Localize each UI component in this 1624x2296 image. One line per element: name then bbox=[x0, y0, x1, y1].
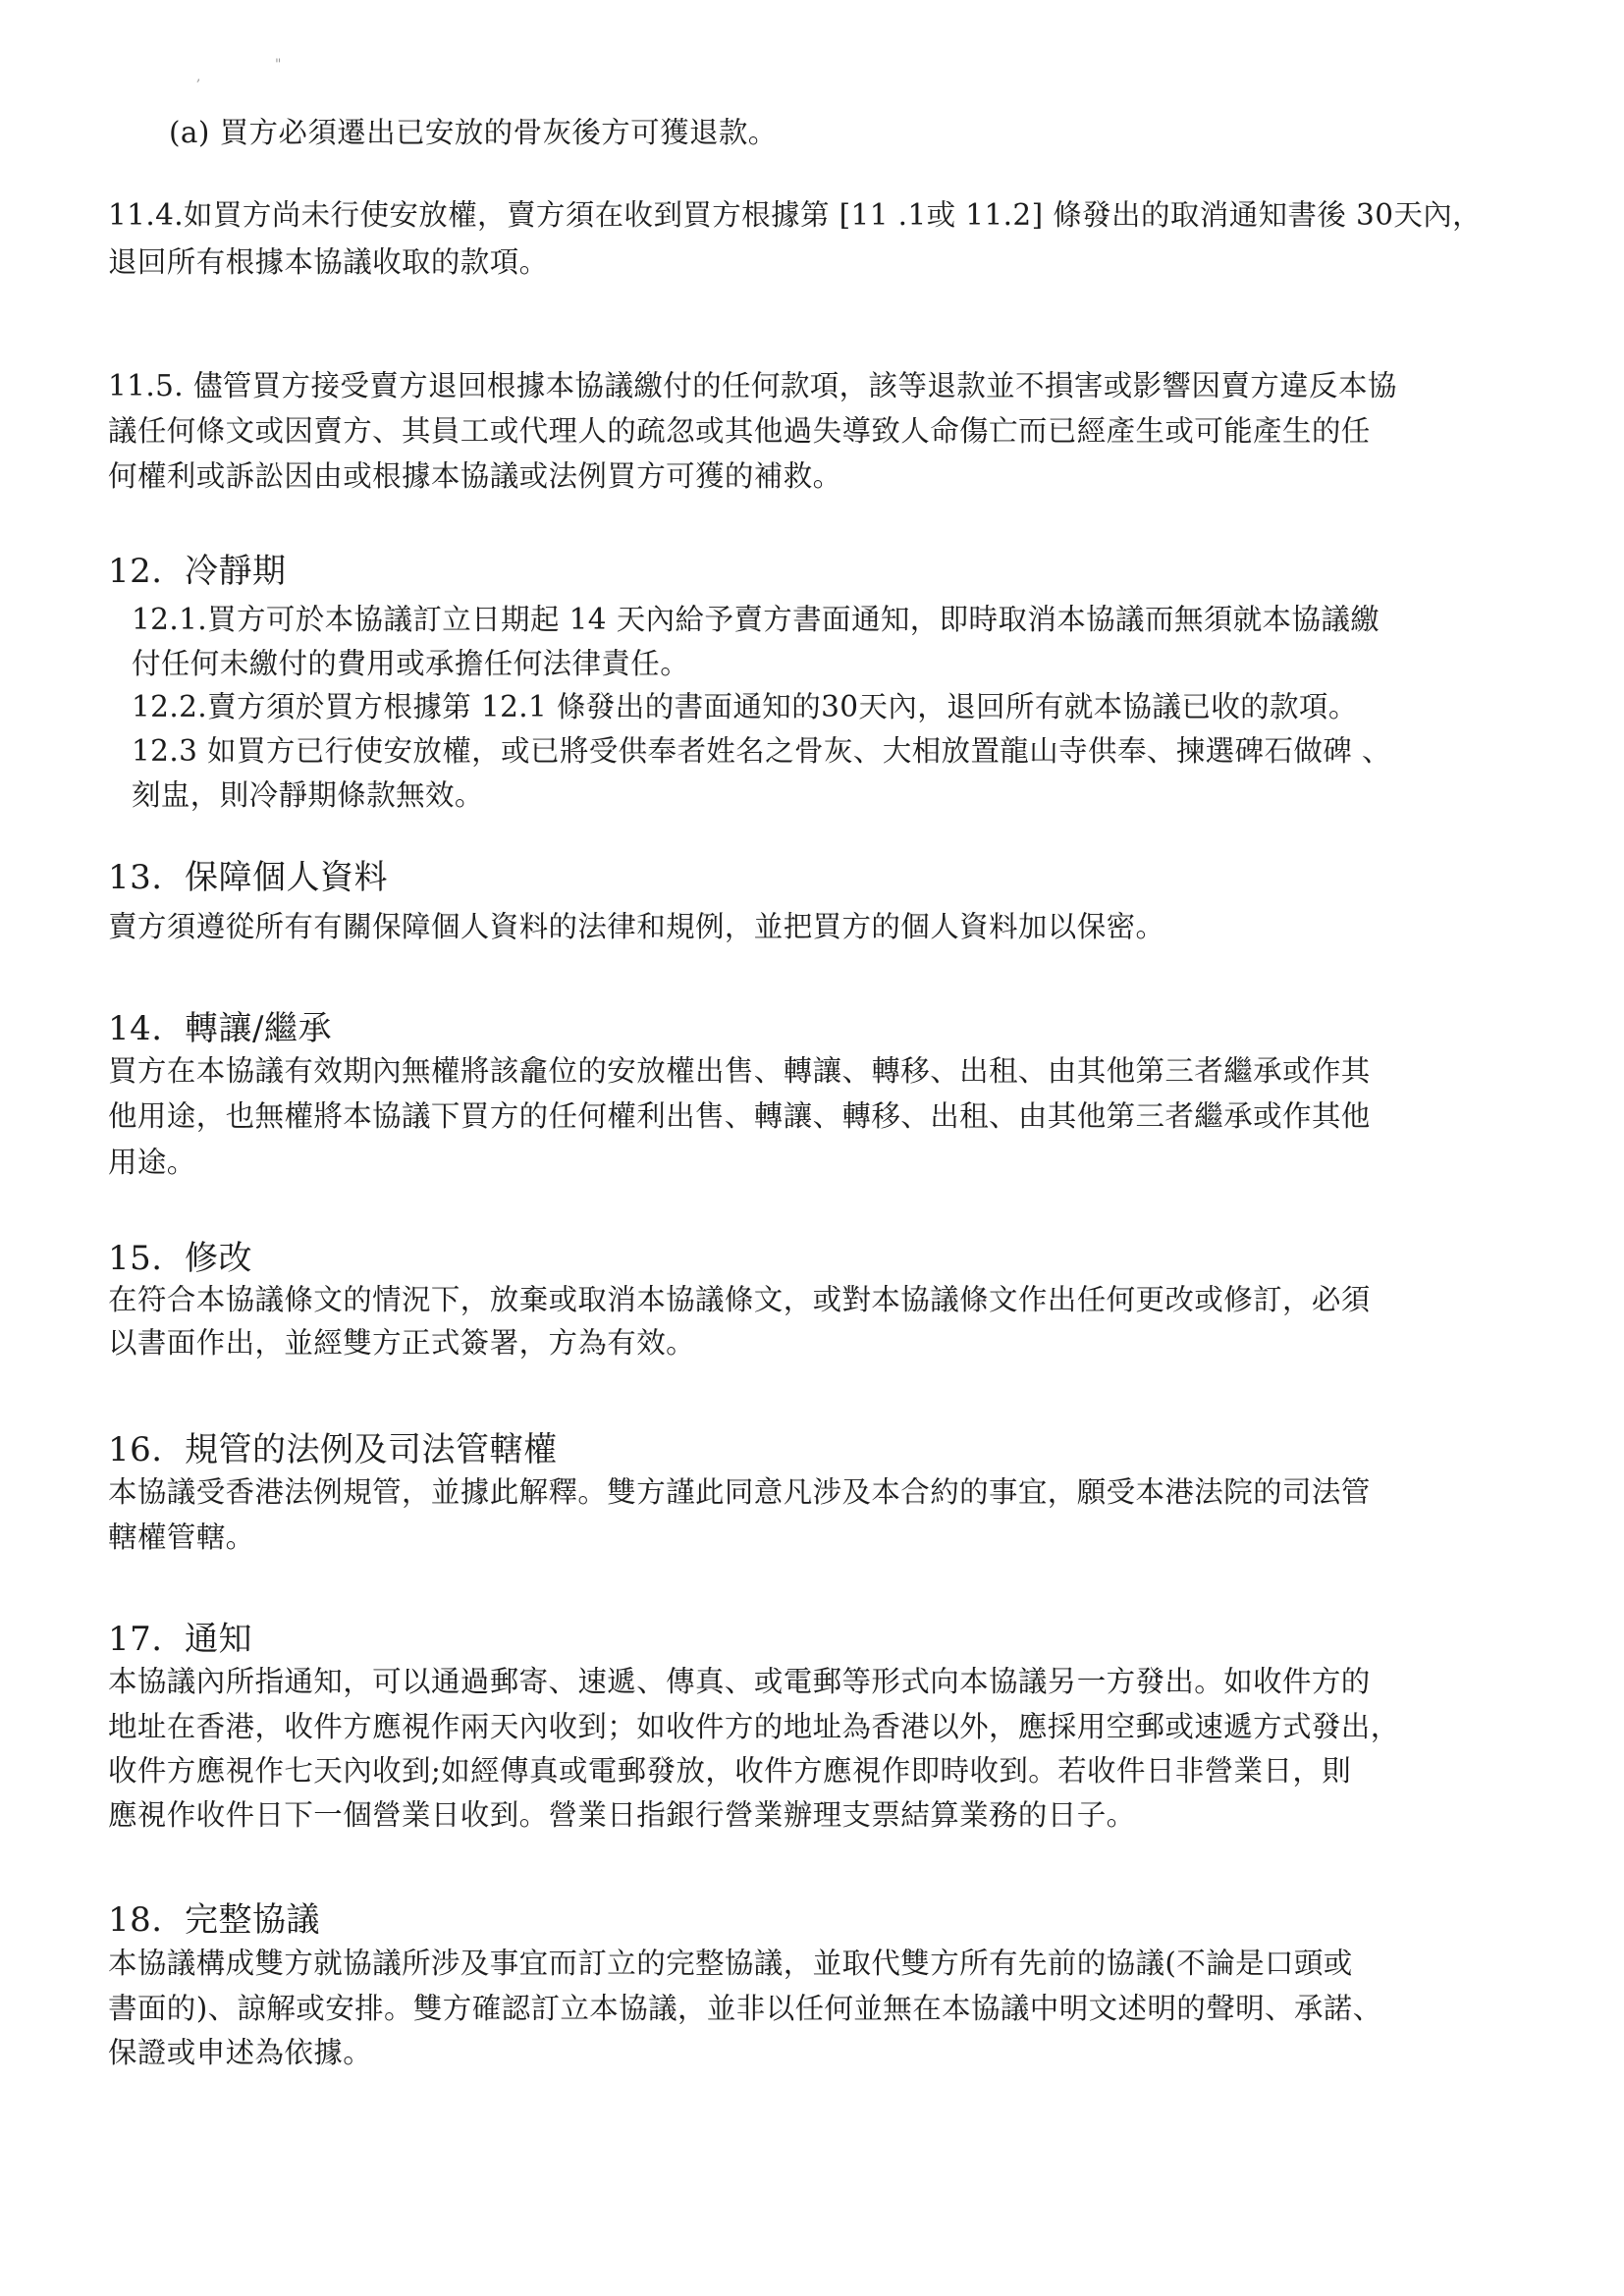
clause-title: 完整協議 bbox=[185, 1900, 320, 1940]
clause-14-line: 用途。 bbox=[108, 1146, 196, 1179]
clause-11-item-a: (a) 買方必須遷出已安放的骨灰後方可獲退款。 bbox=[169, 116, 778, 149]
clause-17-line: 本協議內所指通知，可以通過郵寄、速遞、傳真、或電郵等形式向本協議另一方發出。如收件方的 bbox=[108, 1665, 1371, 1698]
clause-12-line: 12.3 如買方已行使安放權，或已將受供奉者姓名之骨灰、大相放置龍山寺供奉、揀選碑石做碑 、 bbox=[132, 734, 1391, 768]
clause-15-line: 以書面作出，並經雙方正式簽署，方為有效。 bbox=[108, 1326, 696, 1360]
scan-mark: , bbox=[196, 69, 201, 84]
clause-12-line: 付任何未繳付的費用或承擔任何法律責任。 bbox=[132, 647, 690, 680]
clause-12-heading bbox=[108, 552, 287, 591]
clause-12-line: 12.1.買方可於本協議訂立日期起 14 天內給予賣方書面通知，即時取消本協議而無須就本協議繳 bbox=[132, 603, 1380, 636]
clause-17-line: 收件方應視作七天內收到;如經傳真或電郵發放，收件方應視作即時收到。若收件日非營業日，則 bbox=[108, 1754, 1352, 1788]
clause-title: 規管的法例及司法管轄權 bbox=[185, 1430, 558, 1469]
clause-11-4-line: 退回所有根據本協議收取的款項。 bbox=[108, 245, 549, 279]
clause-number: 14. bbox=[108, 1009, 163, 1048]
clause-15-line: 在符合本協議條文的情況下，放棄或取消本協議條文，或對本協議條文作出任何更改或修訂，必須 bbox=[108, 1283, 1371, 1316]
clause-16-heading bbox=[108, 1430, 558, 1469]
clause-12-line: 刻盅，則冷靜期條款無效。 bbox=[132, 778, 484, 812]
clause-18-line: 本協議構成雙方就協議所涉及事宜而訂立的完整協議，並取代雙方所有先前的協議(不論是口頭或 bbox=[108, 1947, 1353, 1980]
clause-title: 通知 bbox=[185, 1620, 252, 1659]
clause-17-line: 地址在香港，收件方應視作兩天內收到；如收件方的地址為香港以外，應採用空郵或速遞方式發出， bbox=[108, 1710, 1400, 1743]
clause-title: 冷靜期 bbox=[185, 552, 287, 591]
clause-number: 17. bbox=[108, 1620, 163, 1659]
clause-14-heading bbox=[108, 1009, 332, 1048]
clause-number: 12. bbox=[108, 552, 163, 591]
clause-12-line: 12.2.賣方須於買方根據第 12.1 條發出的書面通知的30天內，退回所有就本協議已收的款項。 bbox=[132, 690, 1358, 723]
clause-17-line: 應視作收件日下一個營業日收到。營業日指銀行營業辦理支票結算業務的日子。 bbox=[108, 1798, 1136, 1832]
clause-15-heading bbox=[108, 1239, 252, 1278]
clause-11-4-line: 11.4.如買方尚未行使安放權，賣方須在收到買方根據第 [11 .1或 11.2] 條發出的取消通知書後 30天內， bbox=[108, 198, 1483, 232]
clause-title: 保障個人資料 bbox=[185, 858, 388, 897]
clause-number: 13. bbox=[108, 858, 163, 897]
clause-number: 18. bbox=[108, 1900, 163, 1940]
clause-11-5-line: 議任何條文或因賣方、其員工或代理人的疏忽或其他過失導致人命傷亡而已經產生或可能產生的任 bbox=[108, 414, 1371, 448]
clause-13-line: 賣方須遵從所有有關保障個人資料的法律和規例，並把買方的個人資料加以保密。 bbox=[108, 910, 1165, 943]
clause-13-heading bbox=[108, 858, 388, 897]
clause-16-line: 本協議受香港法例規管，並據此解釋。雙方謹此同意凡涉及本合約的事宜，願受本港法院的司法管 bbox=[108, 1475, 1371, 1509]
clause-title: 轉讓/繼承 bbox=[185, 1009, 332, 1048]
clause-14-line: 他用途，也無權將本協議下買方的任何權利出售、轉讓、轉移、出租、由其他第三者繼承或作其他 bbox=[108, 1099, 1371, 1133]
clause-16-line: 轄權管轄。 bbox=[108, 1521, 255, 1554]
clause-number: 15. bbox=[108, 1239, 163, 1278]
clause-18-heading bbox=[108, 1900, 320, 1940]
clause-17-heading bbox=[108, 1620, 252, 1659]
clause-title: 修改 bbox=[185, 1239, 252, 1278]
clause-11-5-line: 何權利或訴訟因由或根據本協議或法例買方可獲的補救。 bbox=[108, 459, 842, 493]
clause-number: 16. bbox=[108, 1430, 163, 1469]
clause-11-5-line: 11.5. 儘管買方接受賣方退回根據本協議繳付的任何款項，該等退款並不損害或影響因賣方違反本協 bbox=[108, 369, 1397, 402]
clause-18-line: 保證或申述為依據。 bbox=[108, 2036, 373, 2069]
clause-18-line: 書面的)、諒解或安排。雙方確認訂立本協議，並非以任何並無在本協議中明文述明的聲明、承諾、 bbox=[108, 1992, 1382, 2025]
scan-mark: " bbox=[275, 57, 282, 73]
clause-14-line: 買方在本協議有效期內無權將該龕位的安放權出售、轉讓、轉移、出租、由其他第三者繼承或作其 bbox=[108, 1054, 1371, 1088]
